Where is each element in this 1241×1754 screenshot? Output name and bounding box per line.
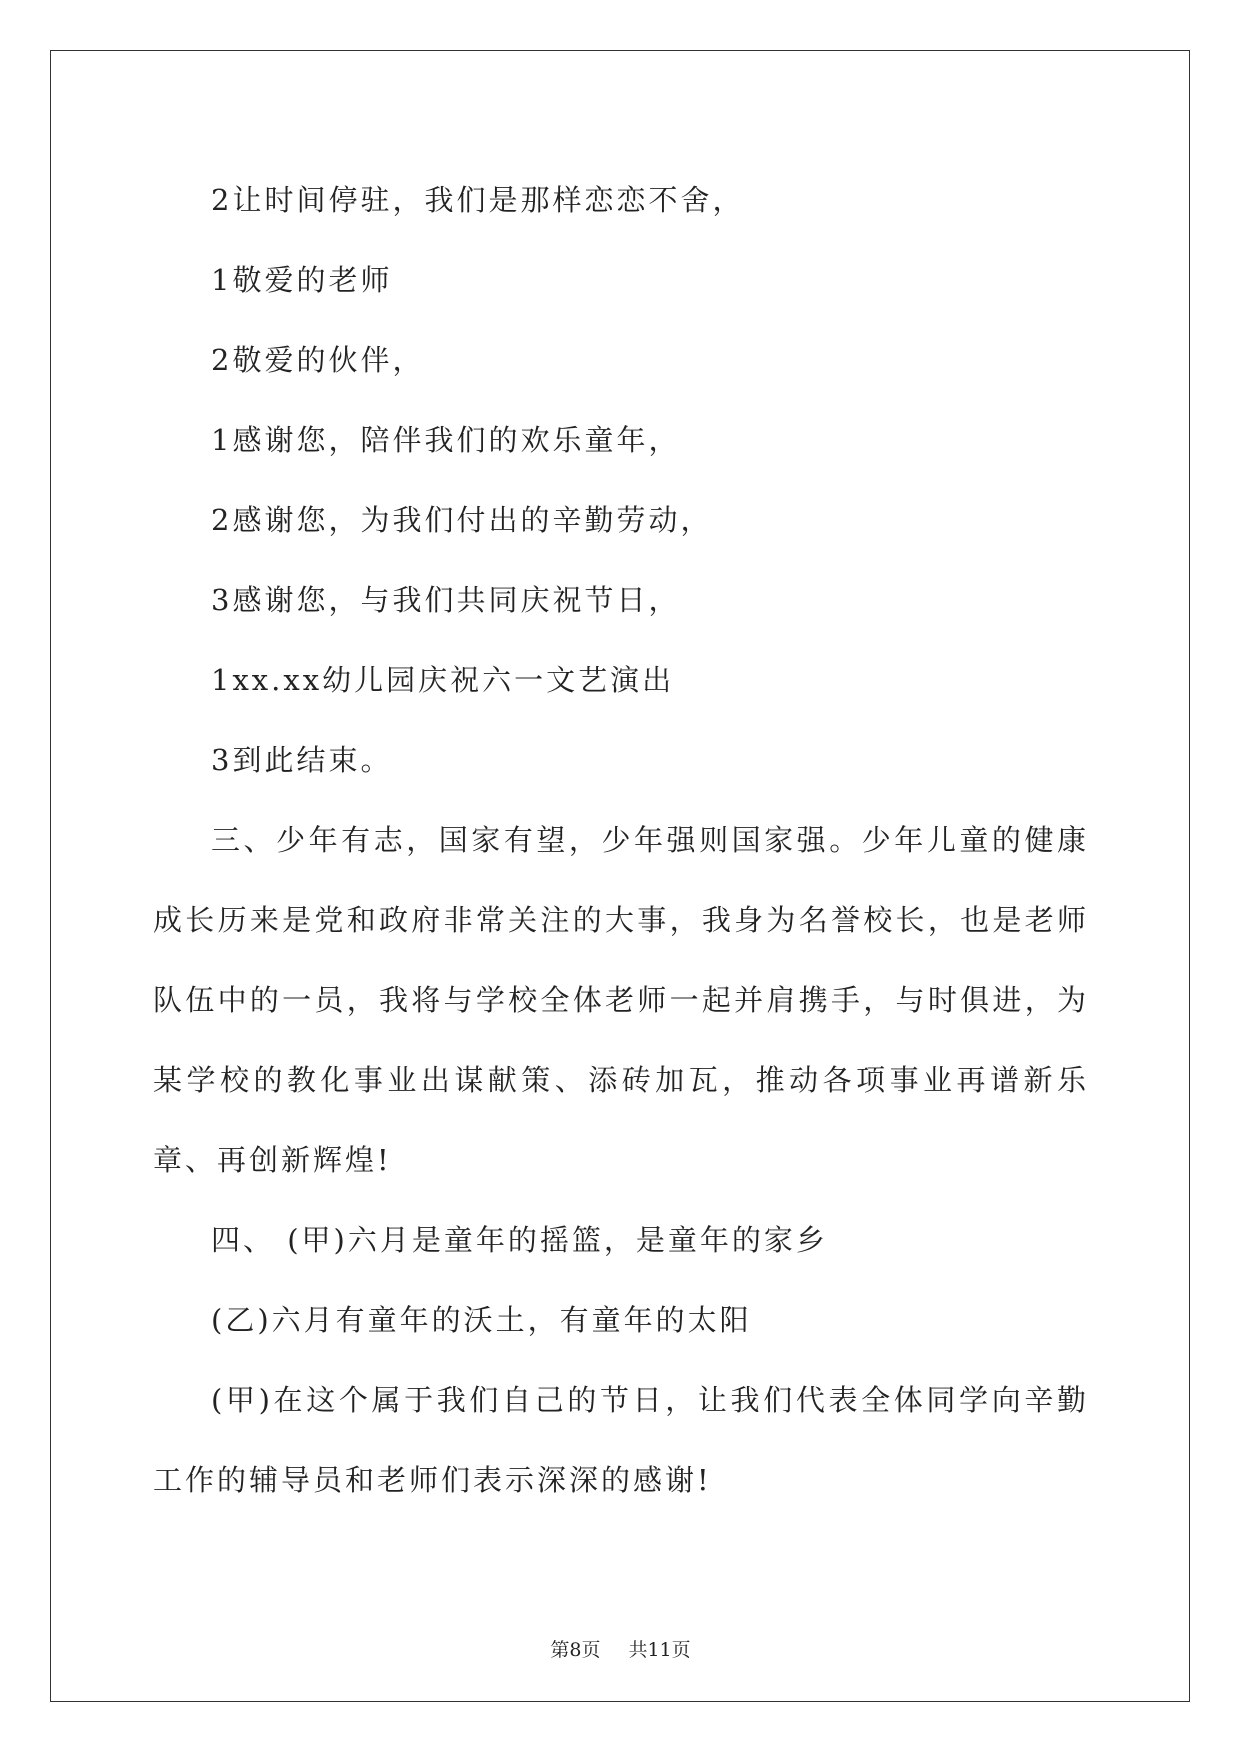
- dialogue-line: 2感谢您，为我们付出的辛勤劳动，: [211, 503, 713, 537]
- section-four-line: 四、 (甲)六月是童年的摇篮，是童年的家乡: [211, 1223, 828, 1257]
- section-four-line: (乙)六月有童年的沃土，有童年的太阳: [211, 1303, 752, 1337]
- page-number-total: 共11页: [628, 1639, 691, 1661]
- dialogue-line: 2让时间停驻，我们是那样恋恋不舍，: [211, 183, 745, 217]
- dialogue-line: 3感谢您，与我们共同庆祝节日，: [211, 583, 681, 617]
- dialogue-line: 1xx.xx幼儿园庆祝六一文艺演出: [211, 663, 675, 697]
- dialogue-line: 1感谢您，陪伴我们的欢乐童年，: [211, 423, 681, 457]
- section-four-paragraph: (甲)在这个属于我们自己的节日，让我们代表全体同学向辛勤工作的辅导员和老师们表示深深的感谢!: [153, 1383, 1089, 1497]
- page-footer: [0, 1635, 1241, 1662]
- dialogue-line: 2敬爱的伙伴，: [211, 343, 425, 377]
- page-number-current: 第8页: [550, 1639, 601, 1661]
- section-three-paragraph: 三、少年有志，国家有望，少年强则国家强。少年儿童的健康成长历来是党和政府非常关注的大事，我身为名誉校长，也是老师队伍中的一员，我将与学校全体老师一起并肩携手，与时俱进，为某学校的教化事业出谋献策、添砖加瓦，推动各项事业再谱新乐章、再创新辉煌!: [153, 823, 1089, 1177]
- document-body: [153, 160, 1089, 1520]
- dialogue-line: 3到此结束。: [211, 743, 393, 777]
- dialogue-line: 1敬爱的老师: [211, 263, 393, 297]
